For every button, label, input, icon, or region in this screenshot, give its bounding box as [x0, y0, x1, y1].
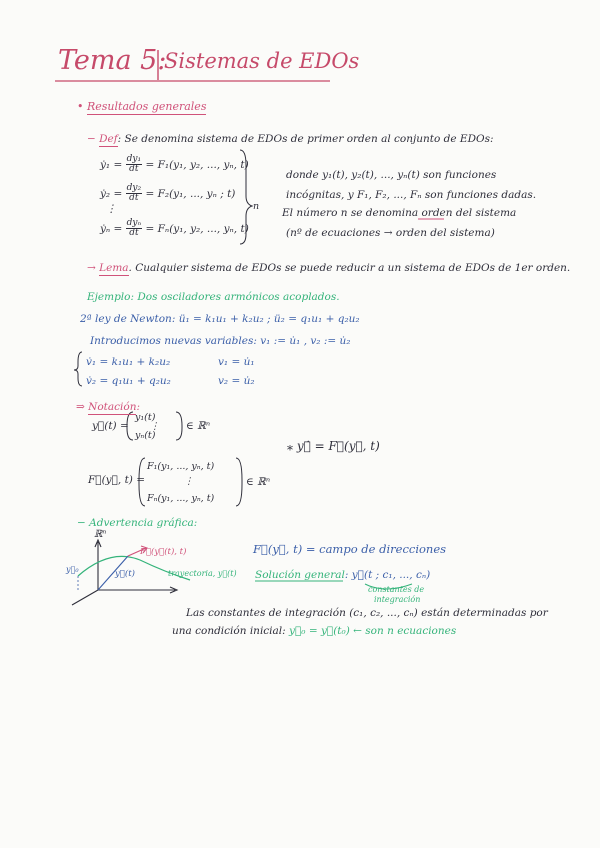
graphic-axis-label: ℝⁿ — [94, 529, 107, 540]
definition-text: : Se denomina sistema de EDOs de primer orden al conjunto de EDOs: — [117, 133, 494, 145]
F-vector-space: ∈ ℝⁿ — [246, 476, 271, 488]
example-newton: 2ª ley de Newton: ü₁ = k₁u₁ + k₂u₂ ; ü₂ = q₁u₁ + q₂u₂ — [80, 313, 360, 325]
graphic-heading: − Advertencia gráfica: — [77, 517, 198, 529]
field-definition: F⃗(y⃗, t) = campo de direcciones — [253, 542, 447, 556]
y-vector-top: y₁(t) — [135, 412, 156, 423]
constants-note-1: constantes de — [368, 585, 425, 594]
F-vector-top: F₁(y₁, ..., yₙ, t) — [147, 461, 215, 472]
definition-line: − Def: Se denomina sistema de EDOs de primer orden al conjunto de EDOs: — [87, 133, 494, 145]
compact-system: ⁎ y⃗̇ = F⃗(y⃗, t) — [287, 439, 380, 453]
lemma-label: Lema — [99, 262, 129, 274]
equation-n: ẏₙ = $\frac{\text{dyₙ}}{dt}$ = Fₙ(y₁, y₂, ..., yₙ, t) — [100, 218, 249, 239]
y-vector-lhs: y⃗(t) = — [92, 420, 129, 432]
lemma-line: → Lema. Cualquier sistema de EDOs se puede reducir a un sistema de EDOs de 1er orden. — [87, 262, 571, 274]
example-intro: Introducimos nuevas variables: v₁ := u̇₁ , v₂ := u̇₂ — [90, 335, 351, 347]
example-system-1b: v₁ = u̇₁ — [218, 356, 255, 368]
y-vector-bottom: yₙ(t) — [135, 430, 156, 441]
definition-note-3: El número n se denomina orden del sistema — [282, 207, 517, 219]
example-heading: Ejemplo: Dos osciladores armónicos acoplados. — [87, 291, 340, 303]
y-vector-dots: ⋮ — [150, 421, 160, 432]
F-vector-lhs: F⃗(y⃗, t) = — [88, 474, 146, 486]
constants-note-2: integración — [374, 595, 421, 604]
example-system-1: v̇₁ = k₁u₁ + k₂u₂ — [86, 356, 171, 368]
definition-note-4: (nº de ecuaciones → orden del sistema) — [286, 227, 495, 239]
equation-1: ẏ₁ = $\frac{\text{dy₁}}{dt}$ = F₁(y₁, y₂, ..., yₙ, t) — [100, 154, 249, 175]
notation-heading: ⇒ Notación: — [76, 401, 140, 413]
definition-note-2: incógnitas, y F₁, F₂, ..., Fₙ son funciones dadas. — [286, 189, 537, 201]
title-topic: Tema 5: — [58, 45, 167, 76]
order-n-label: n — [253, 201, 260, 212]
y-vector-space: ∈ ℝⁿ — [186, 420, 211, 432]
constants-text-1: Las constantes de integración (c₁, c₂, ..., cₙ) están determinadas por — [186, 607, 548, 619]
page-subtitle: Sistemas de EDOs — [164, 49, 360, 73]
F-vector-dots: ⋮ — [184, 476, 194, 487]
graphic-field-label: F⃗(y⃗(t), t) — [140, 547, 187, 557]
lemma-text: . Cualquier sistema de EDOs se puede reducir a un sistema de EDOs de 1er orden. — [128, 262, 571, 274]
example-system-2b: v₂ = u̇₂ — [218, 375, 255, 387]
graphic-y-label: y⃗(t) — [115, 569, 135, 579]
definition-note-1: donde y₁(t), y₂(t), ..., yₙ(t) son funciones — [286, 169, 497, 181]
equation-dots: ⋮ — [106, 203, 117, 215]
example-system-2: v̇₂ = q₁u₁ + q₂u₂ — [86, 375, 171, 387]
graphic-y0-label: y⃗₀ — [66, 565, 79, 574]
constants-text-2: una condición inicial: y⃗₀ = y⃗(t₀) ← son n ecuaciones — [172, 625, 457, 637]
definition-label: Def — [99, 133, 118, 145]
general-solution: Solución general: y⃗(t ; c₁, ..., cₙ) — [255, 569, 431, 581]
equation-2: ẏ₂ = $\frac{\text{dy₂}}{dt}$ = F₂(y₁, ..., yₙ ; t) — [100, 183, 236, 204]
section-heading: • Resultados generales — [77, 100, 207, 113]
graphic-trajectory-label: trayectoria, y⃗(t) — [168, 569, 237, 578]
F-vector-bottom: Fₙ(y₁, ..., yₙ, t) — [147, 493, 215, 504]
